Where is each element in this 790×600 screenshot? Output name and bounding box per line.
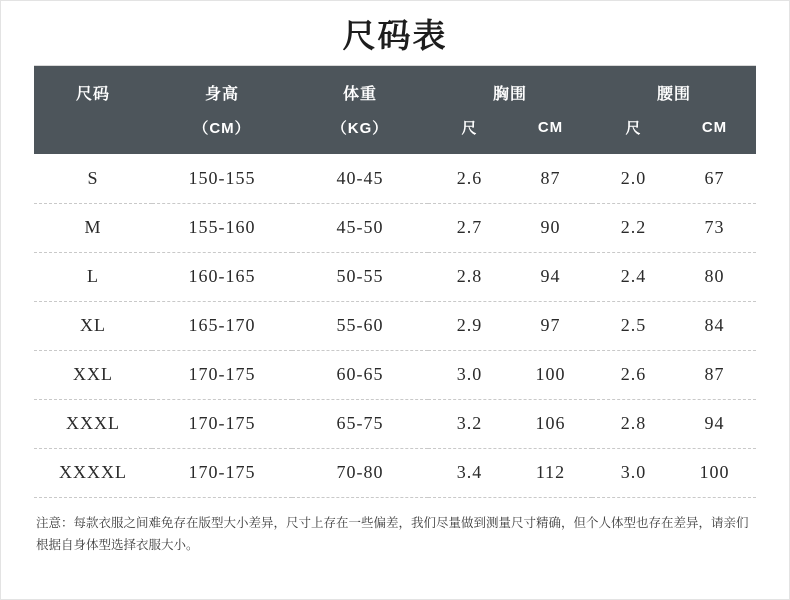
cell-waist [592,154,756,203]
table-head [34,66,756,154]
cell-weight: 55-60 [292,301,428,350]
cell-size: XXL [34,350,152,399]
cell-bust-cm: 94 [540,266,561,286]
cell-waist-chi: 2.6 [620,364,647,384]
table-row [34,399,756,448]
cell-height: 170-175 [152,350,292,399]
header-height: 身高 [204,85,239,103]
cell-waist-cm: 84 [704,315,725,335]
page-border-left [0,0,1,600]
cell-waist [592,448,756,497]
header-bust-unit-chi: 尺 [461,119,478,137]
table-head-sub-row [34,109,756,154]
cell-height: 170-175 [152,399,292,448]
cell-bust [428,301,592,350]
header-height-unit: （CM） [193,119,251,137]
table-row [34,301,756,350]
cell-waist [592,350,756,399]
cell-weight: 40-45 [292,154,428,203]
cell-bust-cm: 112 [535,462,566,482]
size-table-wrapper [34,65,756,498]
cell-bust-chi: 2.7 [456,217,483,237]
header-weight-unit: （KG） [331,119,389,137]
table-row [34,252,756,301]
table-row [34,448,756,497]
header-waist-unit-cm: CM [701,118,728,136]
header-size-unit [34,109,152,154]
cell-height: 170-175 [152,448,292,497]
table-head-main-row [34,66,756,109]
cell-waist-cm: 87 [704,364,725,384]
cell-bust-chi: 3.0 [456,364,483,384]
cell-bust-chi: 3.2 [456,413,483,433]
cell-height: 160-165 [152,252,292,301]
cell-bust [428,350,592,399]
cell-bust-cm: 97 [540,315,561,335]
cell-waist-cm: 67 [704,167,725,188]
cell-weight: 60-65 [292,350,428,399]
cell-waist-chi: 2.8 [620,413,647,433]
cell-weight: 45-50 [292,203,428,252]
size-table [34,66,756,498]
cell-waist-cm: 100 [699,462,730,482]
cell-waist [592,301,756,350]
cell-bust-cm: 90 [540,217,561,237]
cell-weight: 50-55 [292,252,428,301]
cell-bust-chi: 2.8 [456,266,483,286]
cell-waist-chi: 2.4 [620,266,647,286]
cell-bust-cm: 87 [540,167,561,188]
cell-waist-chi: 2.5 [620,315,647,335]
cell-waist-chi: 3.0 [620,462,647,482]
cell-bust [428,252,592,301]
table-row [34,154,756,203]
cell-size: XL [34,301,152,350]
header-weight: 体重 [342,85,377,103]
table-row [34,350,756,399]
size-note: 注意：每款衣服之间难免存在版型大小差异，尺寸上存在一些偏差，我们尽量做到测量尺寸精确，但个人体型也存在差异，请亲们根据自身体型选择衣服大小。 [36,515,749,552]
table-row [34,203,756,252]
cell-waist-cm: 94 [704,413,725,433]
header-bust: 胸围 [492,85,527,103]
cell-bust-cm: 106 [535,413,566,433]
header-waist-units [592,109,756,154]
cell-bust [428,203,592,252]
cell-size: L [34,252,152,301]
header-bust-unit-cm: CM [537,118,564,136]
cell-waist-cm: 73 [704,217,725,237]
page-border-top [0,0,790,1]
cell-size: S [34,154,152,203]
cell-waist-chi: 2.2 [620,217,647,237]
cell-height: 155-160 [152,203,292,252]
table-body [34,154,756,497]
cell-height: 165-170 [152,301,292,350]
header-bust-units [428,109,592,154]
cell-bust-chi: 2.9 [456,315,483,335]
page-title: 尺码表 [342,17,448,54]
cell-bust-chi: 2.6 [456,167,483,188]
cell-bust [428,399,592,448]
cell-size: XXXL [34,399,152,448]
cell-size: XXXXL [34,448,152,497]
cell-bust-cm: 100 [535,364,566,384]
cell-bust-chi: 3.4 [456,462,483,482]
cell-waist [592,399,756,448]
header-size: 尺码 [75,85,110,103]
cell-weight: 70-80 [292,448,428,497]
cell-waist-cm: 80 [704,266,725,286]
cell-size: M [34,203,152,252]
cell-height: 150-155 [152,154,292,203]
cell-waist-chi: 2.0 [620,167,647,188]
cell-bust [428,448,592,497]
cell-waist [592,252,756,301]
cell-waist [592,203,756,252]
header-waist-unit-chi: 尺 [625,119,642,137]
cell-bust [428,154,592,203]
header-waist: 腰围 [656,85,691,103]
cell-weight: 65-75 [292,399,428,448]
